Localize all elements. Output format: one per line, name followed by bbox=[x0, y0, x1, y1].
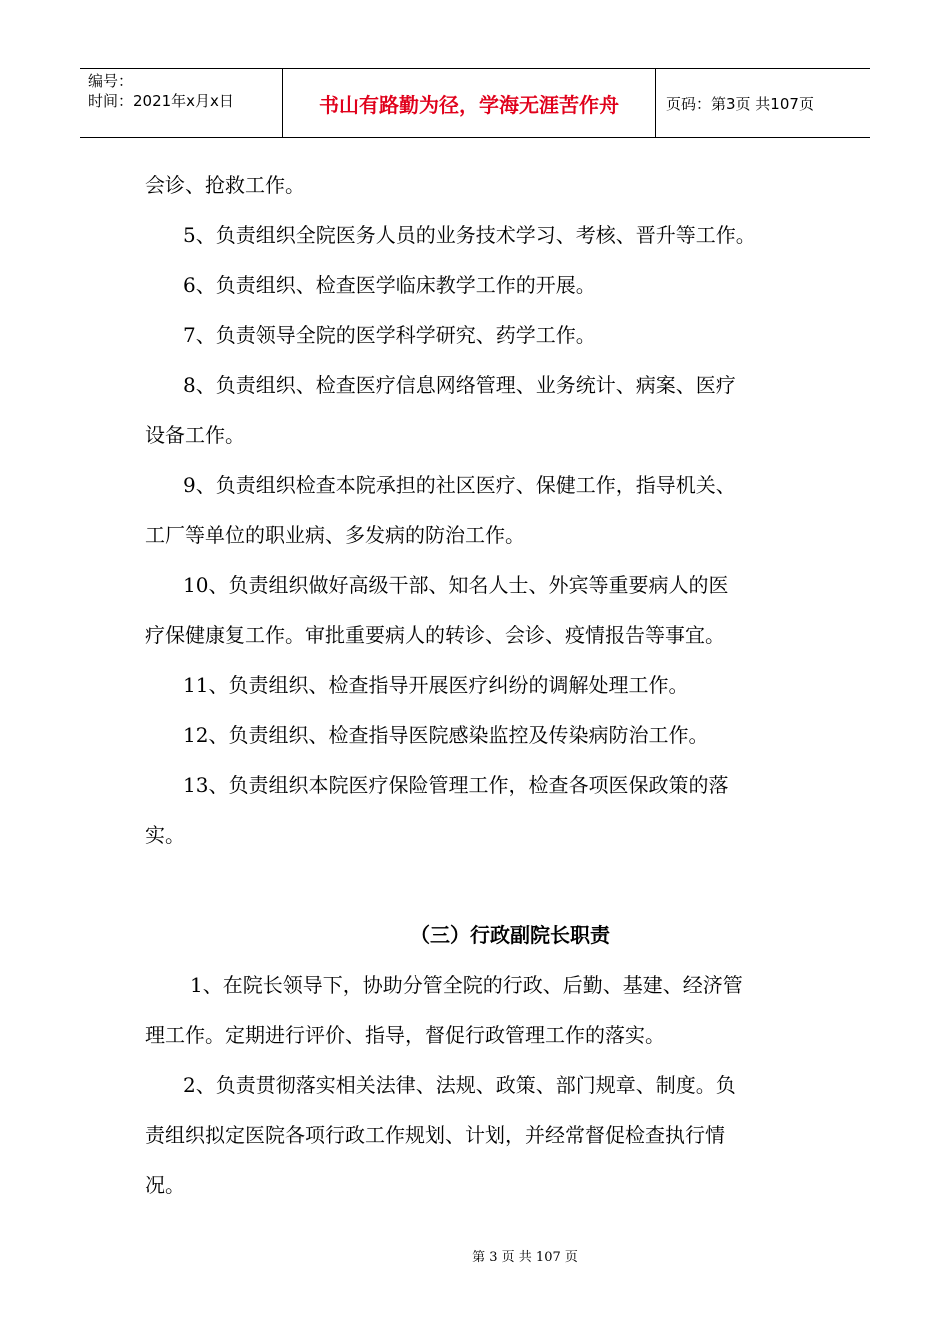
paragraph-line: 12、负责组织、检查指导医院感染监控及传染病防治工作。 bbox=[183, 723, 709, 747]
paragraph-line: 实。 bbox=[145, 823, 185, 847]
paragraph-line: 工厂等单位的职业病、多发病的防治工作。 bbox=[145, 523, 525, 547]
paragraph-line: 况。 bbox=[145, 1173, 185, 1197]
paragraph-line: 6、负责组织、检查医学临床教学工作的开展。 bbox=[183, 273, 596, 297]
header-meta bbox=[80, 69, 282, 137]
header-motto: 书山有路勤为径，学海无涯苦作舟 bbox=[282, 69, 656, 137]
page-footer: 第 3 页 共 107 页 bbox=[472, 1250, 578, 1265]
paragraph-line: 7、负责领导全院的医学科学研究、药学工作。 bbox=[183, 323, 596, 347]
paragraph-line: 会诊、抢救工作。 bbox=[145, 173, 305, 197]
page-header bbox=[80, 68, 870, 138]
paragraph-line: 11、负责组织、检查指导开展医疗纠纷的调解处理工作。 bbox=[183, 673, 689, 697]
paragraph-line: 9、负责组织检查本院承担的社区医疗、保健工作，指导机关、 bbox=[183, 473, 736, 497]
document-date-label: 时间：2021年x月x日 bbox=[88, 92, 234, 110]
paragraph-line: 责组织拟定医院各项行政工作规划、计划，并经常督促检查执行情 bbox=[145, 1123, 725, 1147]
paragraph-line: 8、负责组织、检查医疗信息网络管理、业务统计、病案、医疗 bbox=[183, 373, 736, 397]
paragraph-line: 设备工作。 bbox=[145, 423, 245, 447]
section-heading: （三）行政副院长职责 bbox=[410, 923, 610, 947]
paragraph-line: 5、负责组织全院医务人员的业务技术学习、考核、晋升等工作。 bbox=[183, 223, 756, 247]
paragraph-line: 1、在院长领导下，协助分管全院的行政、后勤、基建、经济管 bbox=[190, 973, 743, 997]
document-body bbox=[145, 160, 815, 1210]
paragraph-line: 疗保健康复工作。审批重要病人的转诊、会诊、疫情报告等事宜。 bbox=[145, 623, 725, 647]
header-page-label: 页码：第3页 共107页 bbox=[666, 94, 814, 113]
paragraph-line: 13、负责组织本院医疗保险管理工作，检查各项医保政策的落 bbox=[183, 773, 729, 797]
paragraph-line: 2、负责贯彻落实相关法律、法规、政策、部门规章、制度。负 bbox=[183, 1073, 736, 1097]
paragraph-line: 10、负责组织做好高级干部、知名人士、外宾等重要病人的医 bbox=[183, 573, 729, 597]
blank-line bbox=[145, 860, 815, 910]
document-number-label: 编号： bbox=[88, 72, 134, 90]
paragraph-line: 理工作。定期进行评价、指导，督促行政管理工作的落实。 bbox=[145, 1023, 665, 1047]
